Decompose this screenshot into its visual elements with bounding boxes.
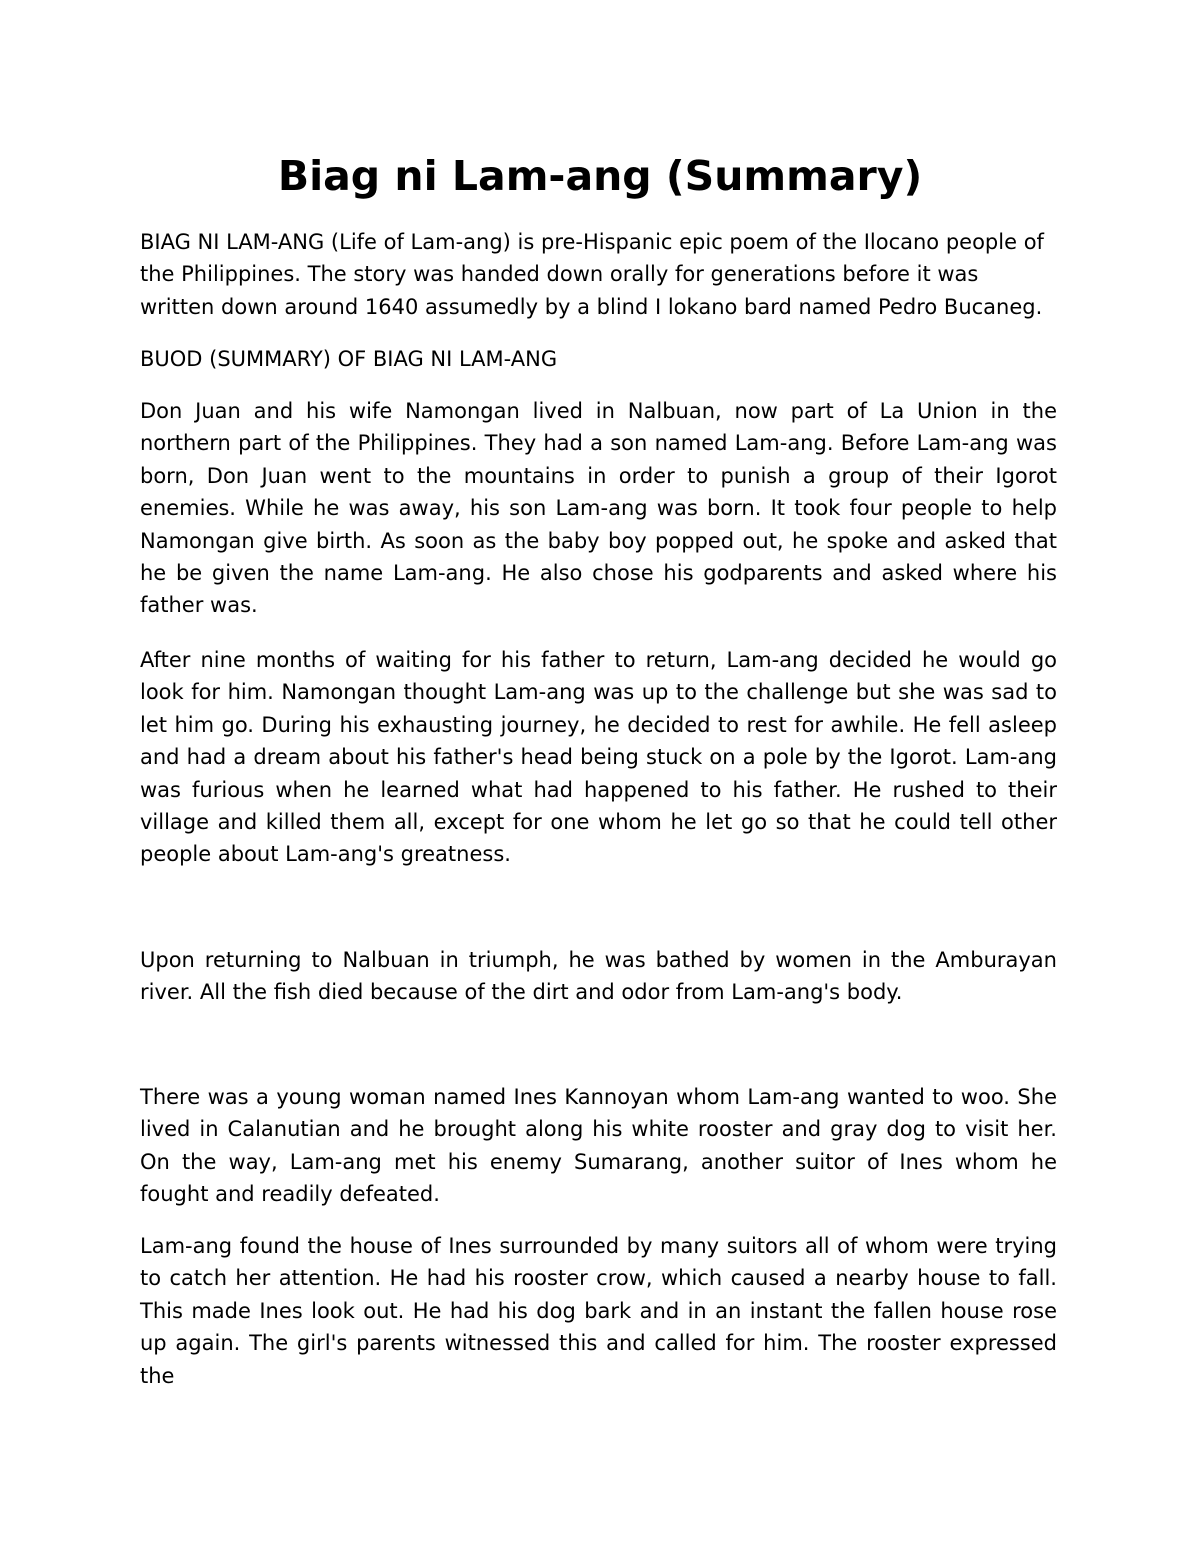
paragraph-suitors: Lam-ang found the house of Ines surrounded by many suitors all of whom were trying to catch her attention. He had his rooster crow, which caused a nearby house to fall. This made Ines look out. He had his dog bark and in an instant the fallen house rose up again. The girl's parents witnessed this and called for him. The rooster expressed the	[140, 1234, 1057, 1388]
paragraph-river: Upon returning to Nalbuan in triumph, he was bathed by women in the Amburayan river. All the fish died because of the dirt and odor from Lam-ang's body.	[140, 948, 1057, 1005]
page-title: Biag ni Lam-ang (Summary)	[277, 152, 923, 200]
paragraph-birth: Don Juan and his wife Namongan lived in Nalbuan, now part of La Union in the northern part of the Philippines. They had a son named Lam-ang. Before Lam-ang was born, Don Juan went to the mountains in order to punish a group of their Igorot enemies. While he was away, his son Lam-ang was born. It took four people to help Namongan give birth. As soon as the baby boy popped out, he spoke and asked that he be given the name Lam-ang. He also chose his godparents and asked where his father was.	[140, 399, 1057, 618]
paragraph-ines: There was a young woman named Ines Kannoyan whom Lam-ang wanted to woo. She lived in Calanutian and he brought along his white rooster and gray dog to visit her. On the way, Lam-ang met his enemy Sumarang, another suitor of Ines whom he fought and readily defeated.	[140, 1085, 1057, 1207]
section-heading: BUOD (SUMMARY) OF BIAG NI LAM-ANG	[140, 347, 558, 371]
intro-paragraph: BIAG NI LAM-ANG (Life of Lam-ang) is pre-Hispanic epic poem of the Ilocano people of the Philippines. The story was handed down orally for generations before it was written down around 1640 assumedly by a blind I lokano bard named Pedro Bucaneg.	[140, 230, 1044, 319]
paragraph-journey: After nine months of waiting for his father to return, Lam-ang decided he would go look for him. Namongan thought Lam-ang was up to the challenge but she was sad to let him go. During his exhausting journey, he decided to rest for awhile. He fell asleep and had a dream about his father's head being stuck on a pole by the Igorot. Lam-ang was furious when he learned what had happened to his father. He rushed to their village and killed them all, except for one whom he let go so that he could tell other people about Lam-ang's greatness.	[140, 648, 1057, 867]
